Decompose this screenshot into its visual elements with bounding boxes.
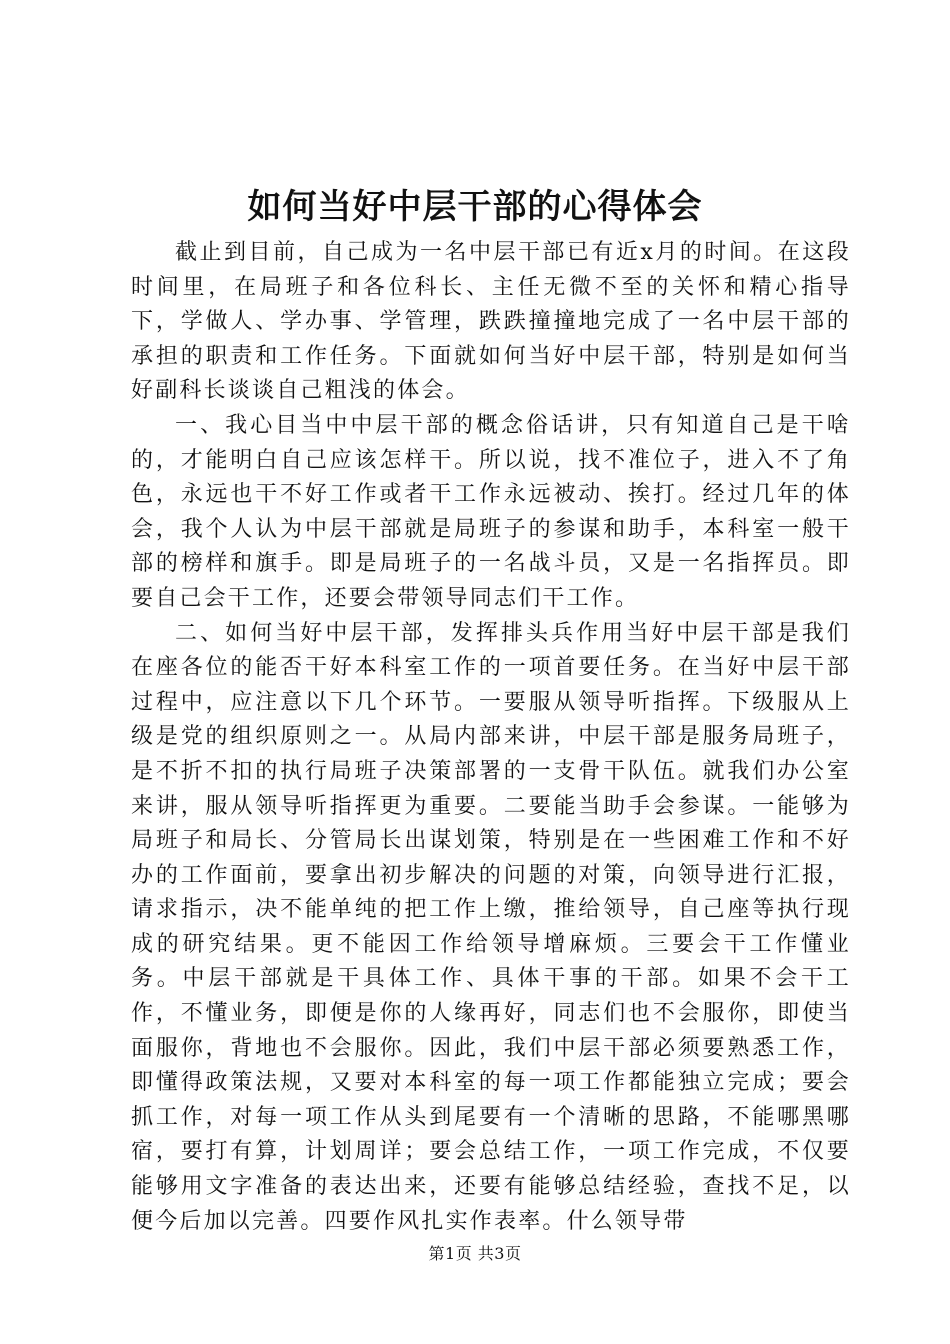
paragraph: 截止到目前，自己成为一名中层干部已有近x月的时间。在这段时间里，在局班子和各位科长、主任无微不至的关怀和精心指导下，学做人、学办事、学管理，跌跌撞撞地完成了一名中层干部的承担的职责和工作任务。下面就如何当好中层干部，特别是如何当好副科长谈谈自己粗浅的体会。 (131, 240, 851, 404)
document-title: 如何当好中层干部的心得体会 (247, 187, 703, 227)
paragraph: 一、我心目当中中层干部的概念俗话讲，只有知道自己是干啥的，才能明白自己应该怎样干。所以说，找不准位子，进入不了角色，永远也干不好工作或者干工作永远被动、挨打。经过几年的体会，我个人认为中层干部就是局班子的参谋和助手，本科室一般干部的榜样和旗手。即是局班子的一名战斗员，又是一名指挥员。即要自己会干工作，还要会带领导同志们干工作。 (131, 412, 851, 611)
document-body (131, 236, 851, 1239)
page-footer: 第1页 共3页 (428, 1244, 522, 1263)
paragraph: 二、如何当好中层干部，发挥排头兵作用当好中层干部是我们在座各位的能否干好本科室工作的一项首要任务。在当好中层干部过程中，应注意以下几个环节。一要服从领导听指挥。下级服从上级是党的组织原则之一。从局内部来讲，中层干部是服务局班子，是不折不扣的执行局班子决策部署的一支骨干队伍。就我们办公室来讲，服从领导听指挥更为重要。二要能当助手会参谋。一能够为局班子和局长、分管局长出谋划策，特别是在一些困难工作和不好办的工作面前，要拿出初步解决的问题的对策，向领导进行汇报，请求指示，决不能单纯的把工作上缴，推给领导，自己座等执行现成的研究结果。更不能因工作给领导增麻烦。三要会干工作懂业务。中层干部就是干具体工作、具体干事的干部。如果不会干工作，不懂业务，即便是你的人缘再好，同志们也不会服你，即使当面服你，背地也不会服你。因此，我们中层干部必须要熟悉工作，即懂得政策法规，又要对本科室的每一项工作都能独立完成；要会抓工作，对每一项工作从头到尾要有一个清晰的思路，不能哪黑哪宿，要打有算，计划周详；要会总结工作，一项工作完成，不仅要能够用文字准备的表达出来，还要有能够总结经验，查找不足，以便今后加以完善。四要作风扎实作表率。什么领导带 (131, 620, 851, 1234)
